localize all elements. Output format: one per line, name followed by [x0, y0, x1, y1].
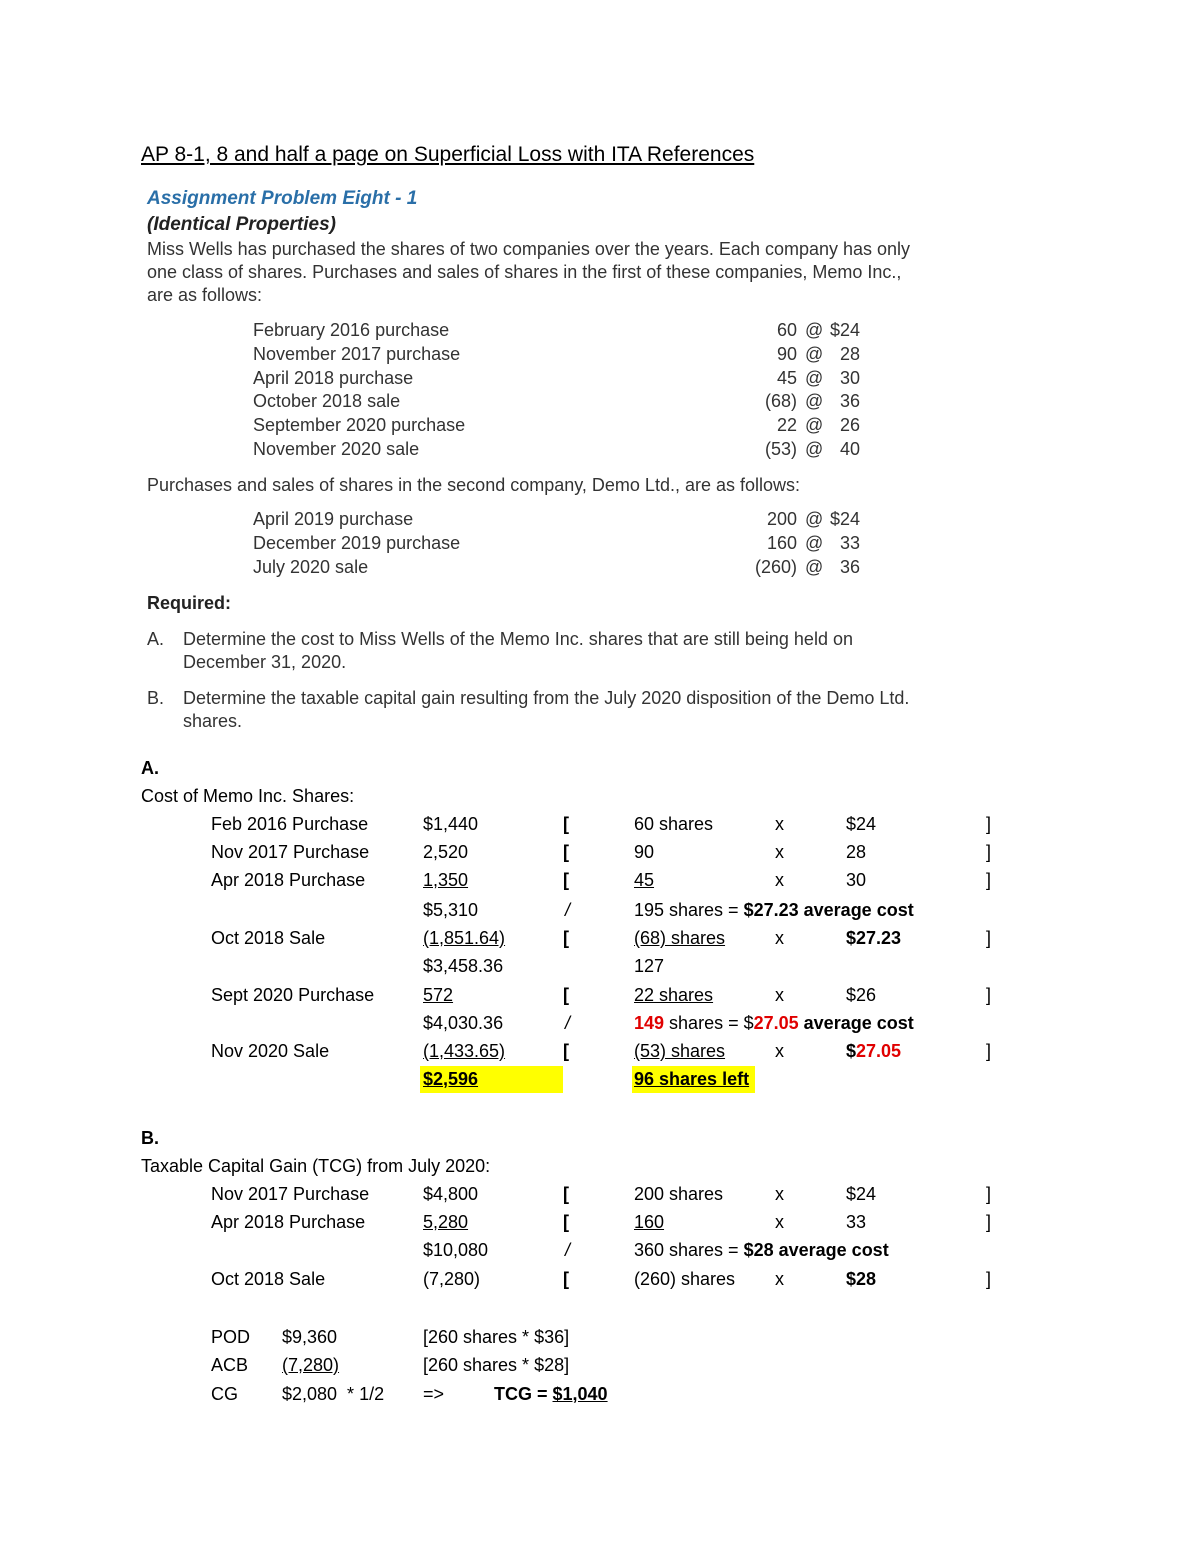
- row-price: [846, 1041, 901, 1062]
- total-cost: $2,596: [423, 1069, 479, 1089]
- row-qty: 160: [634, 1212, 665, 1232]
- row-times: x: [775, 1269, 784, 1289]
- average-cost-line: [634, 1013, 914, 1034]
- row-close: ]: [986, 842, 992, 862]
- price-value: 27.05: [856, 1041, 902, 1061]
- calc-amount: (7,280): [282, 1355, 340, 1375]
- row-close: ]: [986, 1212, 992, 1232]
- problem-intro-line: Miss Wells has purchased the shares of two companies over the years. Each company has only: [147, 239, 911, 259]
- memo-row-desc: November 2020 sale: [253, 439, 420, 459]
- demo-row-desc: December 2019 purchase: [253, 533, 461, 553]
- row-op: [: [563, 928, 569, 948]
- tcg-value: $1,040: [552, 1384, 608, 1404]
- row-op: /: [565, 1013, 571, 1033]
- row-close: ]: [986, 814, 992, 834]
- demo-row-price: 36: [839, 557, 860, 577]
- memo-row-qty: 45: [776, 368, 797, 388]
- row-qty: (260) shares: [634, 1269, 736, 1289]
- demo-row-price: 33: [839, 533, 860, 553]
- answer-a-heading: Cost of Memo Inc. Shares:: [141, 786, 355, 806]
- answer-a-label: A.: [141, 758, 159, 778]
- avg-prefix: 360 shares =: [634, 1240, 744, 1260]
- demo-row-qty: 160: [766, 533, 797, 553]
- answer-b-heading: Taxable Capital Gain (TCG) from July 2020:: [141, 1156, 491, 1176]
- problem-intro-line: are as follows:: [147, 285, 263, 305]
- row-times: x: [775, 814, 784, 834]
- avg-value: $27.23: [743, 900, 799, 920]
- row-op: [: [563, 814, 569, 834]
- memo-row-at: @: [805, 320, 824, 340]
- row-close: ]: [986, 1184, 992, 1204]
- row-amount: $4,800: [423, 1184, 479, 1204]
- demo-row-price: $24: [829, 509, 860, 529]
- memo-row-qty: (68): [764, 391, 797, 411]
- row-op: /: [565, 900, 571, 920]
- shares-left: 96 shares left: [634, 1069, 750, 1089]
- memo-row-qty: 22: [776, 415, 797, 435]
- memo-row-desc: September 2020 purchase: [253, 415, 466, 435]
- memo-row-price: 28: [839, 344, 860, 364]
- row-price: 30: [846, 870, 867, 890]
- row-amount: (7,280): [423, 1269, 481, 1289]
- calc-amount: $2,080 * 1/2: [282, 1384, 385, 1404]
- row-amount: (1,851.64): [423, 928, 506, 948]
- row-times: x: [775, 1212, 784, 1232]
- row-op: [: [563, 870, 569, 890]
- row-price: $28: [846, 1269, 877, 1289]
- memo-row-price: 26: [839, 415, 860, 435]
- calc-label: POD: [211, 1327, 251, 1347]
- demo-row-desc: July 2020 sale: [253, 557, 369, 577]
- required-text: December 31, 2020.: [183, 652, 347, 672]
- row-desc: Nov 2020 Sale: [211, 1041, 330, 1061]
- memo-row-price: 36: [839, 391, 860, 411]
- memo-row-qty: 90: [776, 344, 797, 364]
- row-close: ]: [986, 1041, 992, 1061]
- tcg-label: TCG =: [494, 1384, 553, 1404]
- row-qty: 22 shares: [634, 985, 714, 1005]
- row-times: x: [775, 985, 784, 1005]
- memo-row-at: @: [805, 391, 824, 411]
- row-op: [: [563, 1269, 569, 1289]
- row-op: [: [563, 1184, 569, 1204]
- demo-row-qty: (260): [754, 557, 797, 577]
- row-op: /: [565, 1240, 571, 1260]
- row-qty: 200 shares: [634, 1184, 724, 1204]
- row-qty: (68) shares: [634, 928, 726, 948]
- memo-row-price: $24: [829, 320, 860, 340]
- row-desc: Oct 2018 Sale: [211, 1269, 326, 1289]
- row-price: 33: [846, 1212, 867, 1232]
- row-price: $26: [846, 985, 877, 1005]
- memo-row-price: 40: [839, 439, 860, 459]
- demo-row-qty: 200: [766, 509, 797, 529]
- row-times: x: [775, 842, 784, 862]
- row-times: x: [775, 870, 784, 890]
- required-label: Required:: [147, 593, 232, 613]
- calc-label: CG: [211, 1384, 238, 1404]
- row-amount: $4,030.36: [423, 1013, 504, 1033]
- demo-intro: Purchases and sales of shares in the second company, Demo Ltd., are as follows:: [147, 475, 801, 495]
- average-cost-line: [634, 900, 914, 921]
- row-op: [: [563, 985, 569, 1005]
- memo-row-price: 30: [839, 368, 860, 388]
- demo-row-at: @: [805, 533, 824, 553]
- row-price: $24: [846, 1184, 877, 1204]
- row-op: [: [563, 1212, 569, 1232]
- row-amount: $10,080: [423, 1240, 489, 1260]
- row-amount: 1,350: [423, 870, 469, 890]
- avg-prefix: 195 shares =: [634, 900, 744, 920]
- memo-row-desc: October 2018 sale: [253, 391, 401, 411]
- row-op: [: [563, 842, 569, 862]
- row-price: $27.23: [846, 928, 902, 948]
- average-cost-line: [634, 1240, 889, 1261]
- row-qty: 60 shares: [634, 814, 714, 834]
- row-close: ]: [986, 928, 992, 948]
- demo-row-at: @: [805, 509, 824, 529]
- calc-note: =>: [423, 1384, 445, 1404]
- memo-row-qty: 60: [776, 320, 797, 340]
- problem-heading: Assignment Problem Eight - 1: [147, 188, 418, 209]
- memo-row-at: @: [805, 439, 824, 459]
- row-desc: Nov 2017 Purchase: [211, 1184, 370, 1204]
- memo-row-at: @: [805, 344, 824, 364]
- problem-intro-line: one class of shares. Purchases and sales of shares in the first of these companies, Memo Inc.,: [147, 262, 902, 282]
- row-desc: Nov 2017 Purchase: [211, 842, 370, 862]
- memo-row-desc: April 2018 purchase: [253, 368, 414, 388]
- calc-note: [260 shares * $36]: [423, 1327, 570, 1347]
- row-times: x: [775, 1184, 784, 1204]
- row-close: ]: [986, 985, 992, 1005]
- row-times: x: [775, 1041, 784, 1061]
- memo-row-desc: February 2016 purchase: [253, 320, 450, 340]
- calc-note: [260 shares * $28]: [423, 1355, 570, 1375]
- row-close: ]: [986, 870, 992, 890]
- row-desc: Apr 2018 Purchase: [211, 870, 366, 890]
- row-qty: 90: [634, 842, 655, 862]
- row-qty: (53) shares: [634, 1041, 726, 1061]
- avg-prefix: shares = $: [664, 1013, 754, 1033]
- avg-suffix: average cost: [773, 1240, 889, 1260]
- price-dollar: $: [846, 1041, 857, 1061]
- row-price: 28: [846, 842, 867, 862]
- required-text: Determine the taxable capital gain resulting from the July 2020 disposition of the Demo Ltd.: [183, 688, 910, 708]
- row-amount: $5,310: [423, 900, 479, 920]
- row-qty: 45: [634, 870, 655, 890]
- row-amount: 5,280: [423, 1212, 469, 1232]
- tcg-result: [494, 1384, 608, 1405]
- demo-row-at: @: [805, 557, 824, 577]
- required-letter: A.: [147, 629, 165, 649]
- row-amount: $1,440: [423, 814, 479, 834]
- row-close: ]: [986, 1269, 992, 1289]
- problem-subheading: (Identical Properties): [147, 214, 336, 235]
- avg-value: 27.05: [753, 1013, 799, 1033]
- calc-label: ACB: [211, 1355, 249, 1375]
- required-text: shares.: [183, 711, 243, 731]
- row-desc: Sept 2020 Purchase: [211, 985, 375, 1005]
- document-title: AP 8-1, 8 and half a page on Superficial Loss with ITA References: [141, 143, 755, 166]
- row-amount: $3,458.36: [423, 956, 504, 976]
- row-price: $24: [846, 814, 877, 834]
- row-desc: Oct 2018 Sale: [211, 928, 326, 948]
- memo-row-desc: November 2017 purchase: [253, 344, 461, 364]
- demo-row-desc: April 2019 purchase: [253, 509, 414, 529]
- avg-value: $28: [743, 1240, 774, 1260]
- row-desc: Feb 2016 Purchase: [211, 814, 369, 834]
- row-times: x: [775, 928, 784, 948]
- avg-count: 149: [634, 1013, 665, 1033]
- memo-row-qty: (53): [764, 439, 797, 459]
- memo-row-at: @: [805, 415, 824, 435]
- calc-amount: $9,360: [282, 1327, 338, 1347]
- row-amount: (1,433.65): [423, 1041, 506, 1061]
- row-amount: 572: [423, 985, 454, 1005]
- answer-b-label: B.: [141, 1128, 159, 1148]
- row-amount: 2,520: [423, 842, 469, 862]
- memo-row-at: @: [805, 368, 824, 388]
- row-op: [: [563, 1041, 569, 1061]
- required-letter: B.: [147, 688, 165, 708]
- required-text: Determine the cost to Miss Wells of the Memo Inc. shares that are still being held on: [183, 629, 853, 649]
- row-desc: Apr 2018 Purchase: [211, 1212, 366, 1232]
- avg-suffix: average cost: [798, 900, 914, 920]
- avg-suffix: average cost: [798, 1013, 914, 1033]
- row-qty: 127: [634, 956, 665, 976]
